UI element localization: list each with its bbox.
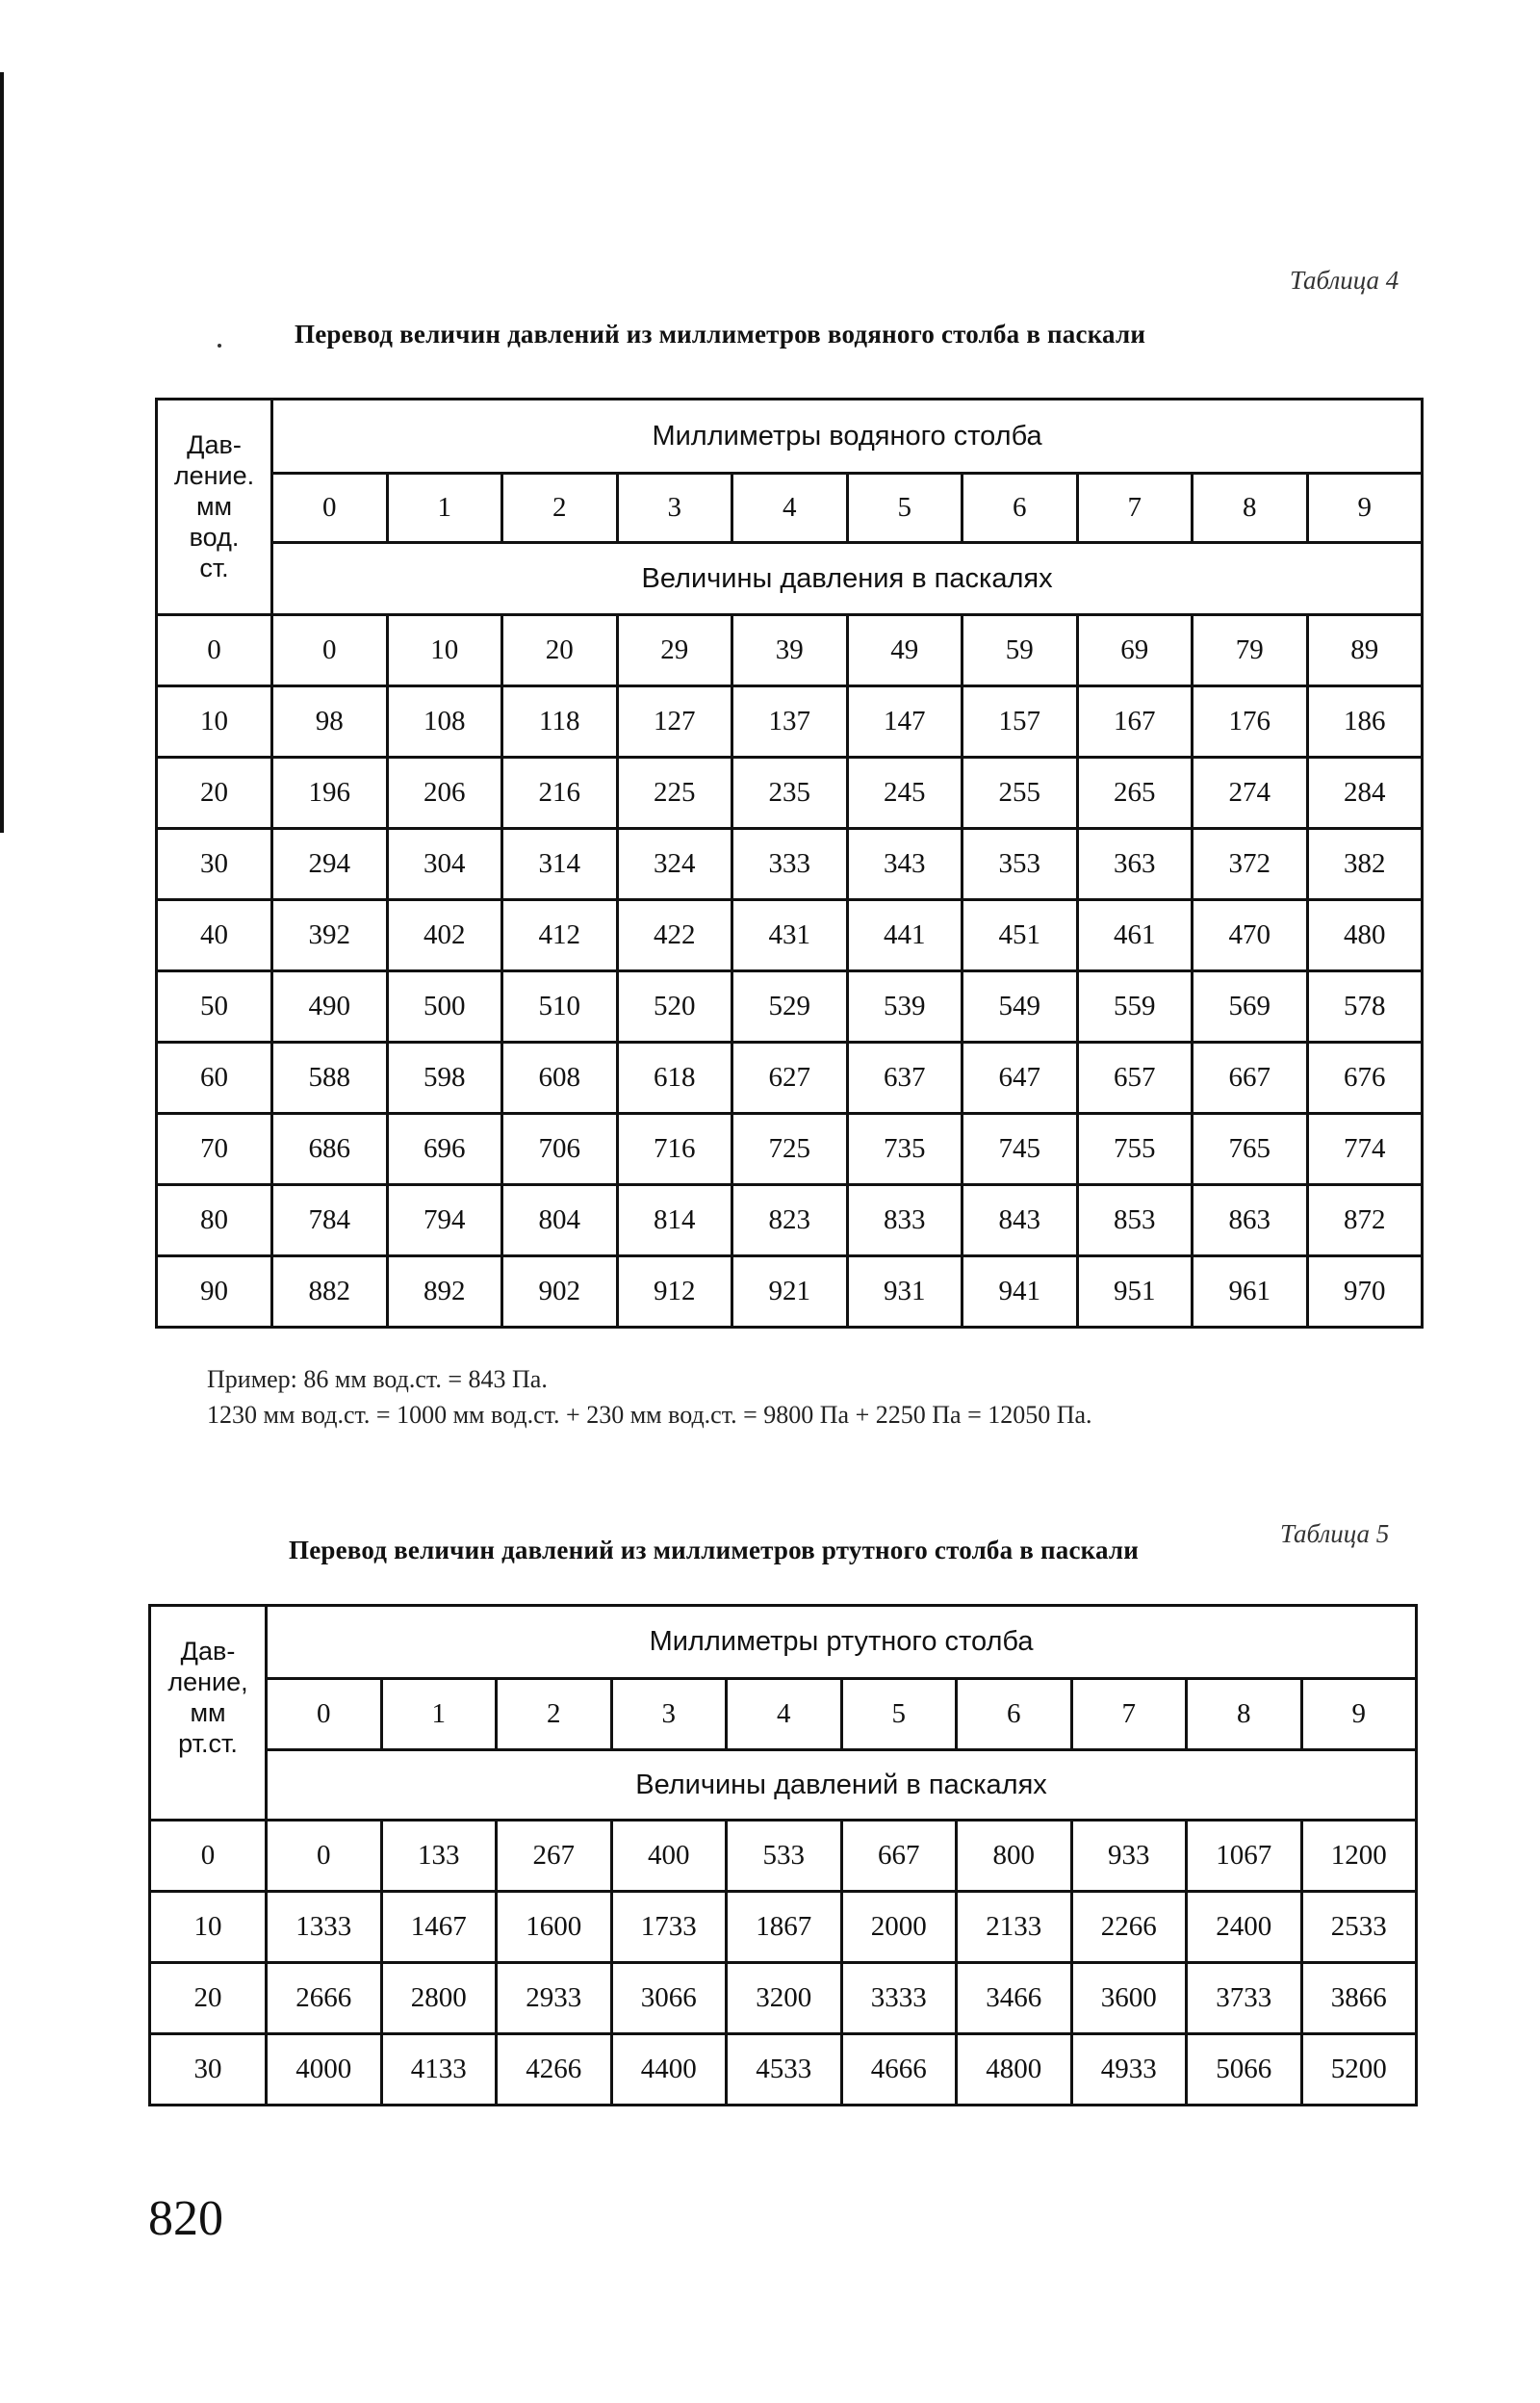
table-cell: 402	[387, 900, 502, 971]
corner-text: вод.	[189, 523, 240, 552]
table-cell: 676	[1307, 1043, 1423, 1114]
table-cell: 324	[617, 829, 732, 900]
table-cell: 176	[1193, 686, 1308, 758]
table-cell: 186	[1307, 686, 1423, 758]
table-cell: 1067	[1187, 1821, 1302, 1892]
corner-text: ление,	[167, 1667, 248, 1696]
table5-title: Перевод величин давлений из миллиметров ртутного столба в паскали	[289, 1536, 1140, 1564]
table-cell: 255	[962, 758, 1078, 829]
table-row	[157, 615, 1423, 686]
table-cell: 353	[962, 829, 1078, 900]
table-row	[157, 1185, 1423, 1256]
table-cell: 961	[1193, 1256, 1308, 1328]
table-cell: 372	[1193, 829, 1308, 900]
table-cell: 59	[962, 615, 1078, 686]
column-header: 4	[732, 474, 848, 543]
table4-sub-header: Величины давления в паскалях	[272, 543, 1423, 615]
table-cell: 392	[272, 900, 388, 971]
table-cell: 461	[1077, 900, 1193, 971]
table-cell: 294	[272, 829, 388, 900]
table-cell: 647	[962, 1043, 1078, 1114]
table-row	[150, 1821, 1417, 1892]
table-cell: 618	[617, 1043, 732, 1114]
table-cell: 5200	[1301, 2034, 1417, 2106]
table-cell: 196	[272, 758, 388, 829]
table-cell: 431	[732, 900, 848, 971]
table-cell: 451	[962, 900, 1078, 971]
row-label: 40	[157, 900, 272, 971]
table-cell: 3866	[1301, 1963, 1417, 2034]
table-cell: 933	[1071, 1821, 1187, 1892]
row-label: 10	[150, 1892, 267, 1963]
table-cell: 2533	[1301, 1892, 1417, 1963]
table-cell: 20	[502, 615, 618, 686]
table-cell: 412	[502, 900, 618, 971]
table5-column-header-row	[150, 1679, 1417, 1750]
table-cell: 3466	[957, 1963, 1072, 2034]
table-cell: 735	[847, 1114, 962, 1185]
table-cell: 108	[387, 686, 502, 758]
table-cell: 98	[272, 686, 388, 758]
table-cell: 89	[1307, 615, 1423, 686]
table-cell: 637	[847, 1043, 962, 1114]
table-cell: 363	[1077, 829, 1193, 900]
table-cell: 4000	[267, 2034, 382, 2106]
table-row	[157, 900, 1423, 971]
row-label: 60	[157, 1043, 272, 1114]
table-cell: 510	[502, 971, 618, 1043]
table-cell: 794	[387, 1185, 502, 1256]
table-cell: 549	[962, 971, 1078, 1043]
table-cell: 3733	[1187, 1963, 1302, 2034]
table-row	[157, 971, 1423, 1043]
scan-edge-line	[0, 72, 4, 833]
column-header: 7	[1077, 474, 1193, 543]
table-row	[157, 829, 1423, 900]
table-row	[150, 1963, 1417, 2034]
table-cell: 3333	[841, 1963, 957, 2034]
table-cell: 3200	[727, 1963, 842, 2034]
table-cell: 539	[847, 971, 962, 1043]
table5-sub-header: Величины давлений в паскалях	[267, 1750, 1417, 1821]
column-header: 7	[1071, 1679, 1187, 1750]
table-cell: 833	[847, 1185, 962, 1256]
corner-text: ст.	[199, 554, 229, 582]
table-cell: 863	[1193, 1185, 1308, 1256]
corner-text: Дав-	[187, 430, 242, 459]
table-cell: 267	[497, 1821, 612, 1892]
table-cell: 823	[732, 1185, 848, 1256]
table-cell: 480	[1307, 900, 1423, 971]
table-row	[150, 1892, 1417, 1963]
table-cell: 745	[962, 1114, 1078, 1185]
table-cell: 422	[617, 900, 732, 971]
table-cell: 725	[732, 1114, 848, 1185]
column-header: 1	[381, 1679, 497, 1750]
table-cell: 804	[502, 1185, 618, 1256]
table-cell: 931	[847, 1256, 962, 1328]
table-cell: 245	[847, 758, 962, 829]
row-label: 0	[150, 1821, 267, 1892]
table-cell: 784	[272, 1185, 388, 1256]
row-label: 70	[157, 1114, 272, 1185]
column-header: 3	[611, 1679, 727, 1750]
table-cell: 314	[502, 829, 618, 900]
table-cell: 2666	[267, 1963, 382, 2034]
table-cell: 1867	[727, 1892, 842, 1963]
table-cell: 2933	[497, 1963, 612, 2034]
table-cell: 167	[1077, 686, 1193, 758]
table5-group-header: Миллиметры ртутного столба	[267, 1606, 1417, 1679]
table5-label: Таблица 5	[1280, 1519, 1390, 1548]
column-header: 5	[841, 1679, 957, 1750]
table-cell: 598	[387, 1043, 502, 1114]
table-cell: 382	[1307, 829, 1423, 900]
table-cell: 4400	[611, 2034, 727, 2106]
table-row	[150, 2034, 1417, 2106]
table-cell: 800	[957, 1821, 1072, 1892]
column-header: 5	[847, 474, 962, 543]
table-cell: 79	[1193, 615, 1308, 686]
table-cell: 657	[1077, 1043, 1193, 1114]
table-cell: 706	[502, 1114, 618, 1185]
table-cell: 400	[611, 1821, 727, 1892]
table-cell: 0	[267, 1821, 382, 1892]
table-cell: 529	[732, 971, 848, 1043]
table-cell: 470	[1193, 900, 1308, 971]
table-cell: 304	[387, 829, 502, 900]
table-cell: 490	[272, 971, 388, 1043]
table-cell: 29	[617, 615, 732, 686]
table-cell: 500	[387, 971, 502, 1043]
table-cell: 892	[387, 1256, 502, 1328]
table-cell: 4133	[381, 2034, 497, 2106]
table-cell: 10	[387, 615, 502, 686]
table-cell: 274	[1193, 758, 1308, 829]
table-cell: 284	[1307, 758, 1423, 829]
table-cell: 49	[847, 615, 962, 686]
table-cell: 765	[1193, 1114, 1308, 1185]
table-cell: 1733	[611, 1892, 727, 1963]
table-cell: 133	[381, 1821, 497, 1892]
column-header: 6	[957, 1679, 1072, 1750]
table-cell: 147	[847, 686, 962, 758]
table-cell: 4533	[727, 2034, 842, 2106]
corner-text: ление.	[173, 461, 255, 490]
table5	[148, 1604, 1418, 2106]
row-label: 30	[150, 2034, 267, 2106]
table-cell: 3600	[1071, 1963, 1187, 2034]
table-cell: 970	[1307, 1256, 1423, 1328]
table-cell: 921	[732, 1256, 848, 1328]
table-cell: 608	[502, 1043, 618, 1114]
corner-text: Дав-	[180, 1637, 236, 1666]
table-cell: 4666	[841, 2034, 957, 2106]
table-cell: 686	[272, 1114, 388, 1185]
table-cell: 578	[1307, 971, 1423, 1043]
column-header: 8	[1193, 474, 1308, 543]
table4-label: Таблица 4	[1290, 266, 1399, 295]
table-cell: 667	[1193, 1043, 1308, 1114]
example-line-2: 1230 мм вод.ст. = 1000 мм вод.ст. + 230 мм вод.ст. = 9800 Па + 2250 Па = 12050 Па.	[207, 1401, 1092, 1429]
table-cell: 1600	[497, 1892, 612, 1963]
table-cell: 814	[617, 1185, 732, 1256]
table-cell: 853	[1077, 1185, 1193, 1256]
table-cell: 4933	[1071, 2034, 1187, 2106]
table-cell: 872	[1307, 1185, 1423, 1256]
table-cell: 588	[272, 1043, 388, 1114]
column-header: 2	[497, 1679, 612, 1750]
column-header: 2	[502, 474, 618, 543]
table-cell: 39	[732, 615, 848, 686]
table-row	[157, 1256, 1423, 1328]
table-cell: 520	[617, 971, 732, 1043]
table-cell: 716	[617, 1114, 732, 1185]
column-header: 1	[387, 474, 502, 543]
example-line-1: Пример: 86 мм вод.ст. = 843 Па.	[207, 1365, 548, 1393]
row-label: 20	[157, 758, 272, 829]
table-cell: 343	[847, 829, 962, 900]
row-label: 30	[157, 829, 272, 900]
table-cell: 1200	[1301, 1821, 1417, 1892]
column-header: 4	[727, 1679, 842, 1750]
table-cell: 69	[1077, 615, 1193, 686]
table-cell: 137	[732, 686, 848, 758]
table-row	[157, 1043, 1423, 1114]
table-cell: 333	[732, 829, 848, 900]
table-cell: 441	[847, 900, 962, 971]
table4-column-header-row	[157, 474, 1423, 543]
row-label: 90	[157, 1256, 272, 1328]
table5-corner-header	[150, 1606, 267, 1821]
table-cell: 696	[387, 1114, 502, 1185]
table-cell: 127	[617, 686, 732, 758]
column-header: 6	[962, 474, 1078, 543]
table-cell: 882	[272, 1256, 388, 1328]
table-cell: 225	[617, 758, 732, 829]
corner-text: мм	[195, 492, 233, 521]
table-cell: 941	[962, 1256, 1078, 1328]
row-label: 80	[157, 1185, 272, 1256]
table-cell: 533	[727, 1821, 842, 1892]
column-header: 9	[1301, 1679, 1417, 1750]
column-header: 0	[272, 474, 388, 543]
table-cell: 235	[732, 758, 848, 829]
table-cell: 559	[1077, 971, 1193, 1043]
table-cell: 2133	[957, 1892, 1072, 1963]
table-cell: 2400	[1187, 1892, 1302, 1963]
column-header: 9	[1307, 474, 1423, 543]
table-cell: 912	[617, 1256, 732, 1328]
table-cell: 2000	[841, 1892, 957, 1963]
row-label: 0	[157, 615, 272, 686]
table-cell: 0	[272, 615, 388, 686]
row-label: 20	[150, 1963, 267, 2034]
page-number: 820	[148, 2191, 223, 2246]
stray-dot	[218, 344, 221, 348]
table-cell: 1333	[267, 1892, 382, 1963]
corner-text: рт.ст.	[178, 1729, 238, 1758]
table-cell: 774	[1307, 1114, 1423, 1185]
table4-corner-header	[157, 400, 272, 615]
table4	[155, 398, 1424, 1329]
table-cell: 265	[1077, 758, 1193, 829]
row-label: 10	[157, 686, 272, 758]
table-cell: 667	[841, 1821, 957, 1892]
column-header: 0	[267, 1679, 382, 1750]
table-cell: 216	[502, 758, 618, 829]
table-cell: 2800	[381, 1963, 497, 2034]
table-cell: 4266	[497, 2034, 612, 2106]
table-cell: 843	[962, 1185, 1078, 1256]
table4-title: Перевод величин давлений из миллиметров водяного столба в паскали	[295, 320, 1146, 349]
table-cell: 951	[1077, 1256, 1193, 1328]
table-cell: 2266	[1071, 1892, 1187, 1963]
table-cell: 118	[502, 686, 618, 758]
table-cell: 206	[387, 758, 502, 829]
table-row	[157, 758, 1423, 829]
table-row	[157, 686, 1423, 758]
table-cell: 569	[1193, 971, 1308, 1043]
table-cell: 4800	[957, 2034, 1072, 2106]
table-cell: 755	[1077, 1114, 1193, 1185]
table-row	[157, 1114, 1423, 1185]
table-cell: 5066	[1187, 2034, 1302, 2106]
corner-text: мм	[190, 1698, 226, 1727]
table-cell: 3066	[611, 1963, 727, 2034]
table-cell: 1467	[381, 1892, 497, 1963]
column-header: 3	[617, 474, 732, 543]
table-cell: 157	[962, 686, 1078, 758]
table-cell: 902	[502, 1256, 618, 1328]
table4-group-header: Миллиметры водяного столба	[272, 400, 1423, 474]
table-cell: 627	[732, 1043, 848, 1114]
column-header: 8	[1187, 1679, 1302, 1750]
row-label: 50	[157, 971, 272, 1043]
